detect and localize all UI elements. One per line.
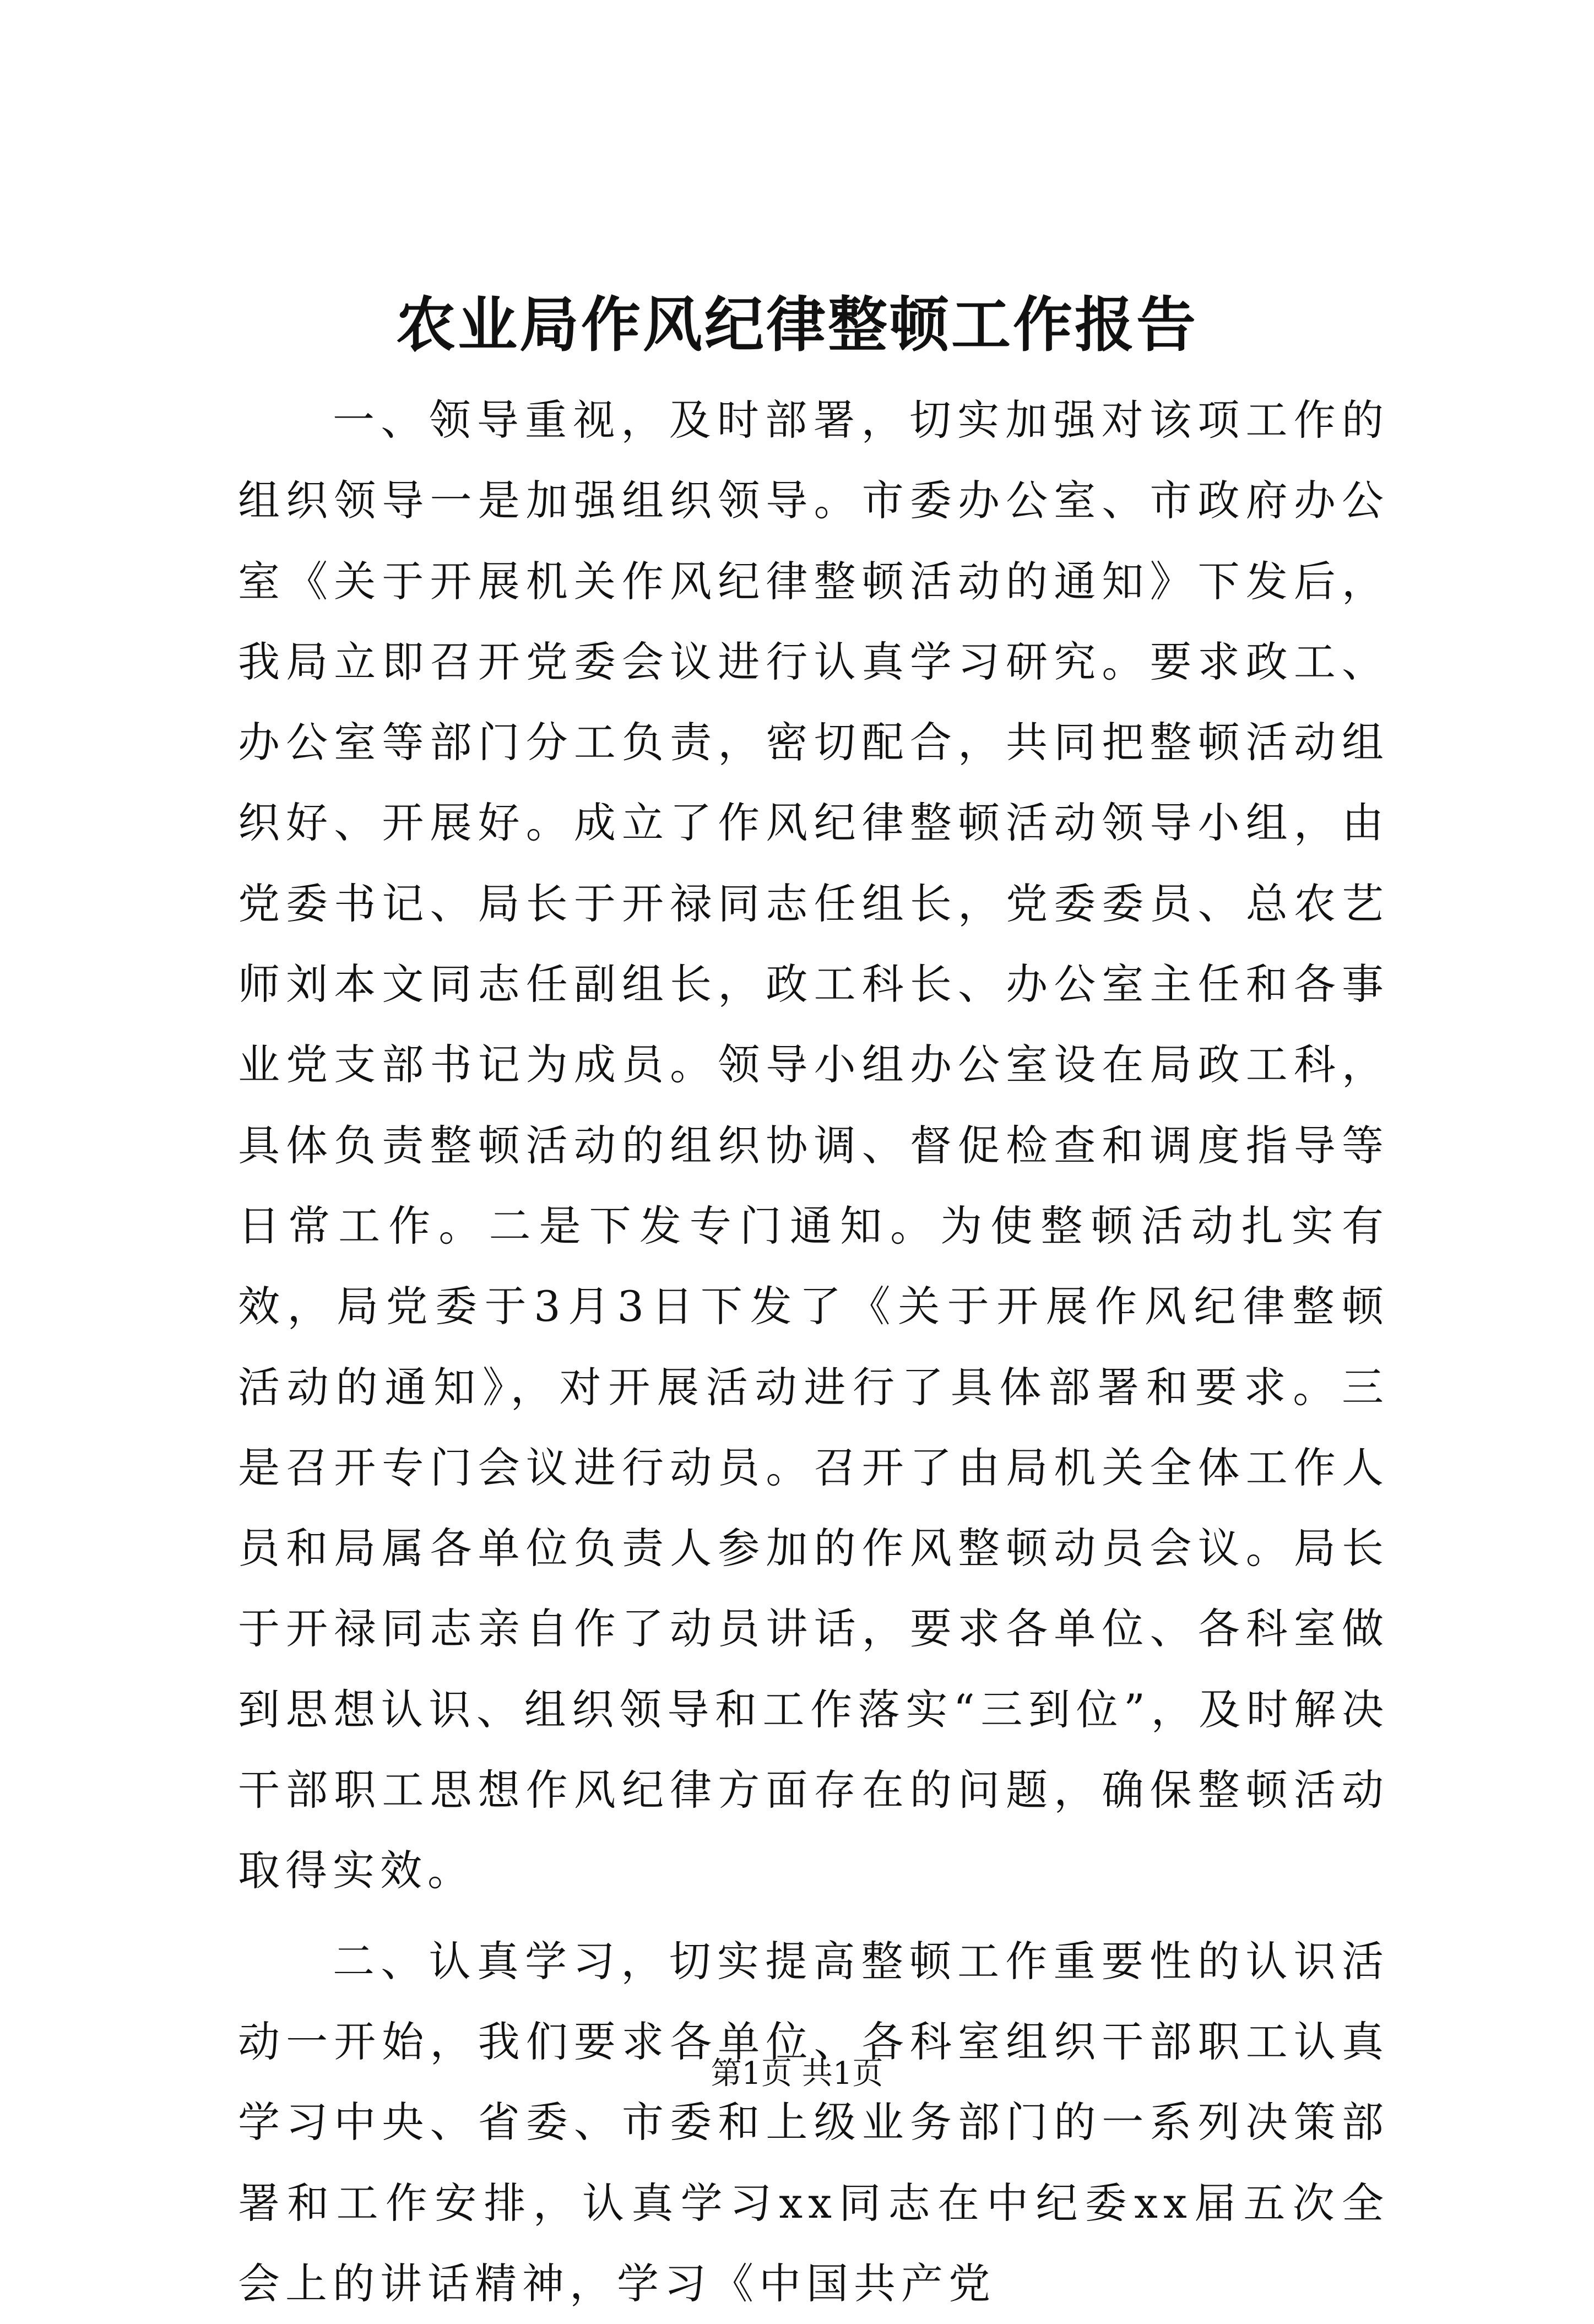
body-paragraph-1: 一、领导重视，及时部署，切实加强对该项工作的组织领导一是加强组织领导。市委办公室、市政府办公室《关于开展机关作风纪律整顿活动的通知》下发后，我局立即召开党委会议进行认真学习研究。要求政工、办公室等部门分工负责，密切配合，共同把整顿活动组织好、开展好。成立了作风纪律整顿活动领导小组，由党委书记、局长于开禄同志任组长，党委委员、总农艺师刘本文同志任副组长，政工科长、办公室主任和各事业党支部书记为成员。领导小组办公室设在局政工科，具体负责整顿活动的组织协调、督促检查和调度指导等日常工作。二是下发专门通知。为使整顿活动扎实有效，局党委于3月3日下发了《关于开展作风纪律整顿活动的通知》，对开展活动进行了具体部署和要求。三是召开专门会议进行动员。召开了由局机关全体工作人员和局属各单位负责人参加的作风整顿动员会议。局长于开禄同志亲自作了动员讲话，要求各单位、各科室做到思想认识、组织领导和工作落实“三到位”，及时解决干部职工思想作风纪律方面存在的问题，确保整顿活动取得实效。 — [238, 396, 1389, 1895]
page-number-footer: 第1页 共1页 — [711, 2056, 883, 2092]
body-paragraph-2: 二、认真学习，切实提高整顿工作重要性的认识活动一开始，我们要求各单位、各科室组织干部职工认真学习中央、省委、市委和上级业务部门的一系列决策部署和工作安排，认真学习xx同志在中纪委xx届五次全会上的讲话精神，学习《中国共产党 — [238, 1936, 1389, 2308]
document-body — [238, 380, 1389, 2324]
document-title: 农业局作风纪律整顿工作报告 — [395, 290, 1198, 360]
